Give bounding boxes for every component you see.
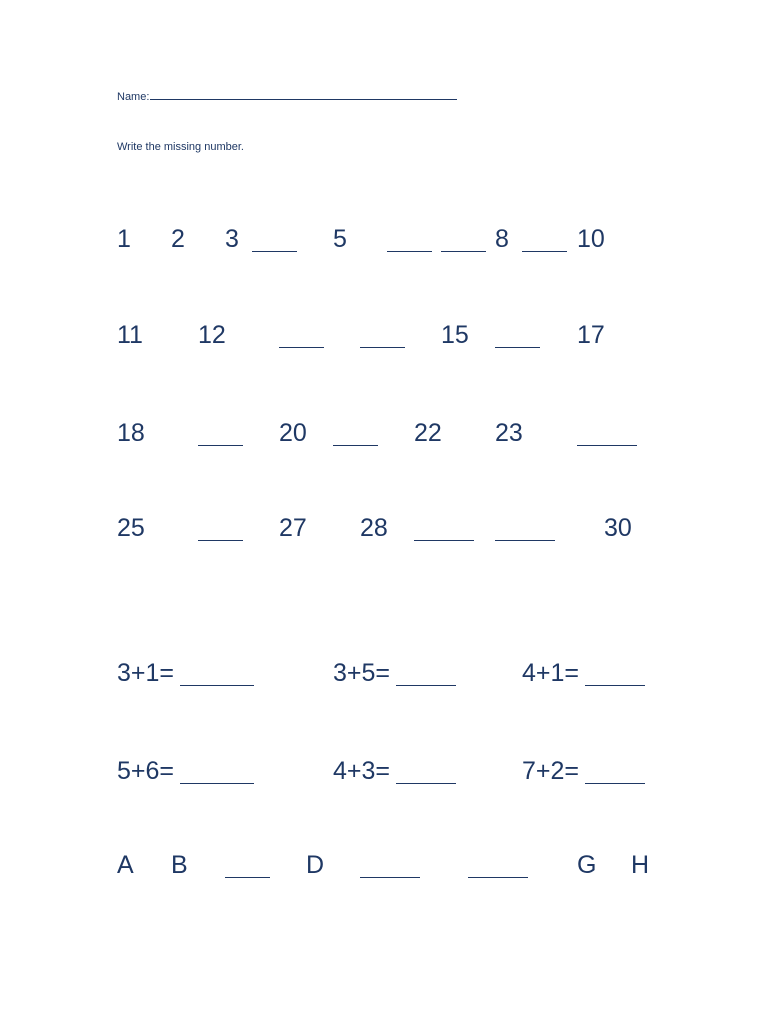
sequence-letter: H xyxy=(631,851,650,879)
sequence-letter: B xyxy=(171,851,188,879)
answer-blank[interactable] xyxy=(333,445,378,446)
sequence-number: 11 xyxy=(117,321,143,349)
answer-blank[interactable] xyxy=(585,783,645,784)
name-field-row xyxy=(117,88,457,103)
answer-blank[interactable] xyxy=(495,540,555,541)
answer-blank[interactable] xyxy=(225,877,270,878)
sequence-number: 2 xyxy=(171,225,185,253)
sequence-number: 15 xyxy=(441,321,469,349)
addition-problem: 5+6= xyxy=(117,757,175,785)
answer-blank[interactable] xyxy=(414,540,474,541)
answer-blank[interactable] xyxy=(198,445,243,446)
answer-blank[interactable] xyxy=(396,783,456,784)
answer-blank[interactable] xyxy=(252,251,297,252)
answer-blank[interactable] xyxy=(468,877,528,878)
sequence-number: 25 xyxy=(117,514,145,542)
answer-blank[interactable] xyxy=(396,685,456,686)
sequence-letter: D xyxy=(306,851,325,879)
answer-blank[interactable] xyxy=(495,347,540,348)
letter-sequence-row xyxy=(0,850,768,882)
sequence-number: 20 xyxy=(279,419,307,447)
answer-blank[interactable] xyxy=(180,685,254,686)
number-sequence-row-4 xyxy=(0,513,768,545)
sequence-number: 10 xyxy=(577,225,605,253)
sequence-number: 3 xyxy=(225,225,239,253)
sequence-number: 18 xyxy=(117,419,145,447)
sequence-number: 23 xyxy=(495,419,523,447)
answer-blank[interactable] xyxy=(441,251,486,252)
addition-row-2 xyxy=(0,756,768,788)
number-sequence-row-2 xyxy=(0,320,768,352)
number-sequence-row-3 xyxy=(0,418,768,450)
addition-problem: 3+1= xyxy=(117,659,175,687)
answer-blank[interactable] xyxy=(180,783,254,784)
addition-problem: 4+3= xyxy=(333,757,391,785)
sequence-number: 12 xyxy=(198,321,226,349)
addition-problem: 4+1= xyxy=(522,659,580,687)
sequence-letter: A xyxy=(117,851,134,879)
sequence-number: 27 xyxy=(279,514,307,542)
sequence-number: 8 xyxy=(495,225,509,253)
answer-blank[interactable] xyxy=(198,540,243,541)
answer-blank[interactable] xyxy=(387,251,432,252)
answer-blank[interactable] xyxy=(360,347,405,348)
answer-blank[interactable] xyxy=(360,877,420,878)
answer-blank[interactable] xyxy=(522,251,567,252)
addition-row-1 xyxy=(0,658,768,690)
answer-blank[interactable] xyxy=(585,685,645,686)
answer-blank[interactable] xyxy=(577,445,637,446)
sequence-number: 17 xyxy=(577,321,605,349)
name-label: Name: xyxy=(117,91,150,103)
addition-problem: 3+5= xyxy=(333,659,391,687)
sequence-number: 1 xyxy=(117,225,131,253)
instructions-text: Write the missing number. xyxy=(117,141,244,153)
answer-blank[interactable] xyxy=(279,347,324,348)
sequence-letter: G xyxy=(577,851,597,879)
sequence-number: 22 xyxy=(414,419,442,447)
sequence-number: 28 xyxy=(360,514,388,542)
sequence-number: 30 xyxy=(604,514,632,542)
sequence-number: 5 xyxy=(333,225,347,253)
name-blank-line[interactable] xyxy=(150,88,457,100)
addition-problem: 7+2= xyxy=(522,757,580,785)
number-sequence-row-1 xyxy=(0,224,768,256)
